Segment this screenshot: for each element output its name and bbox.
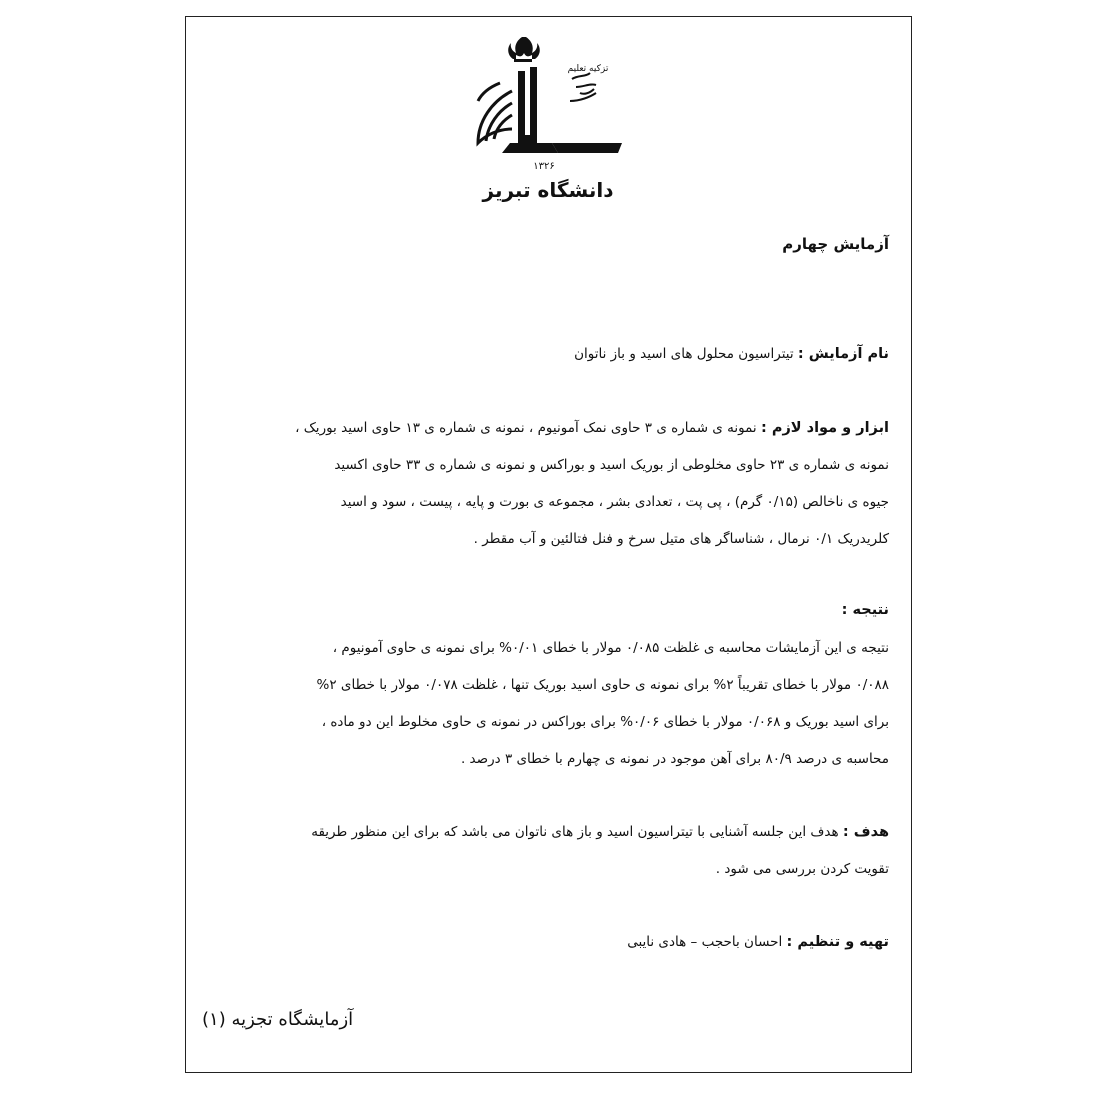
result-line: ۰/۰۸۸ مولار با خطای تقریباً ۲% برای نمونه ی حاوی اسید بوریک تنها ، غلظت ۰/۰۷۸ مولار با خطای ۲% bbox=[316, 677, 889, 693]
document-page bbox=[185, 16, 912, 1073]
materials-line: نمونه ی شماره ی ۲۳ حاوی مخلوطی از بوریک اسید و بوراکس و نمونه ی شماره ی ۳۳ حاوی اکسید bbox=[334, 457, 889, 473]
university-logo bbox=[460, 31, 636, 209]
materials-line: کلریدریک ۰/۱ نرمال ، شناساگر های متیل سرخ و فنل فتالئین و آب مقطر . bbox=[473, 531, 889, 547]
experiment-name-label: نام آزمایش : bbox=[797, 346, 889, 362]
goal-label: هدف : bbox=[842, 824, 889, 840]
result-label: نتیجه : bbox=[841, 602, 889, 618]
svg-text:دانشگاه تبریز: دانشگاه تبریز bbox=[482, 178, 614, 202]
materials-label: ابزار و مواد لازم : bbox=[760, 420, 889, 436]
footer-lab-name: آزمایشگاه تجزیه (۱) bbox=[202, 1009, 354, 1030]
svg-text:۱۳۲۶: ۱۳۲۶ bbox=[533, 161, 555, 172]
prepared-by-value: احسان باحجب – هادی نایبی bbox=[627, 934, 783, 950]
materials-line: نمونه ی شماره ی ۳ حاوی نمک آمونیوم ، نمونه ی شماره ی ۱۳ حاوی اسید بوریک ، bbox=[295, 420, 757, 436]
goal-line: هدف این جلسه آشنایی با تیتراسیون اسید و باز های ناتوان می باشد که برای این منظور طریقه bbox=[311, 824, 839, 840]
prepared-by-line bbox=[627, 934, 889, 950]
result-line: محاسبه ی درصد ۸۰/۹ برای آهن موجود در نمونه ی چهارم با خطای ۳ درصد . bbox=[460, 751, 889, 767]
result-heading bbox=[842, 602, 889, 618]
experiment-name-value: تیتراسیون محلول های اسید و باز ناتوان bbox=[574, 346, 794, 362]
result-line: برای اسید بوریک و ۰/۰۶۸ مولار با خطای ۰/۰۶% برای بوراکس در نمونه ی حاوی مخلوط این دو ماده ، bbox=[321, 714, 889, 730]
emblem-icon bbox=[508, 37, 540, 62]
result-line: نتیجه ی این آزمایشات محاسبه ی غلظت ۰/۰۸۵ مولار با خطای ۰/۰۱% برای نمونه ی حاوی آمونیوم ، bbox=[332, 640, 889, 656]
page-heading: آزمایش چهارم bbox=[782, 235, 889, 253]
result-section bbox=[200, 630, 889, 778]
materials-line: جیوه ی ناخالص (۰/۱۵ گرم) ، پی پت ، تعدادی بشر ، مجموعه ی بورت و پایه ، پیست ، سود و اسید bbox=[340, 494, 889, 510]
goal-line: تقویت کردن بررسی می شود . bbox=[715, 861, 889, 877]
prepared-by-label: تهیه و تنظیم : bbox=[786, 934, 889, 950]
svg-text:تزکیه تعلیم: تزکیه تعلیم bbox=[567, 64, 609, 74]
experiment-name-line bbox=[574, 346, 889, 362]
materials-section bbox=[200, 410, 889, 558]
goal-section bbox=[200, 814, 889, 888]
